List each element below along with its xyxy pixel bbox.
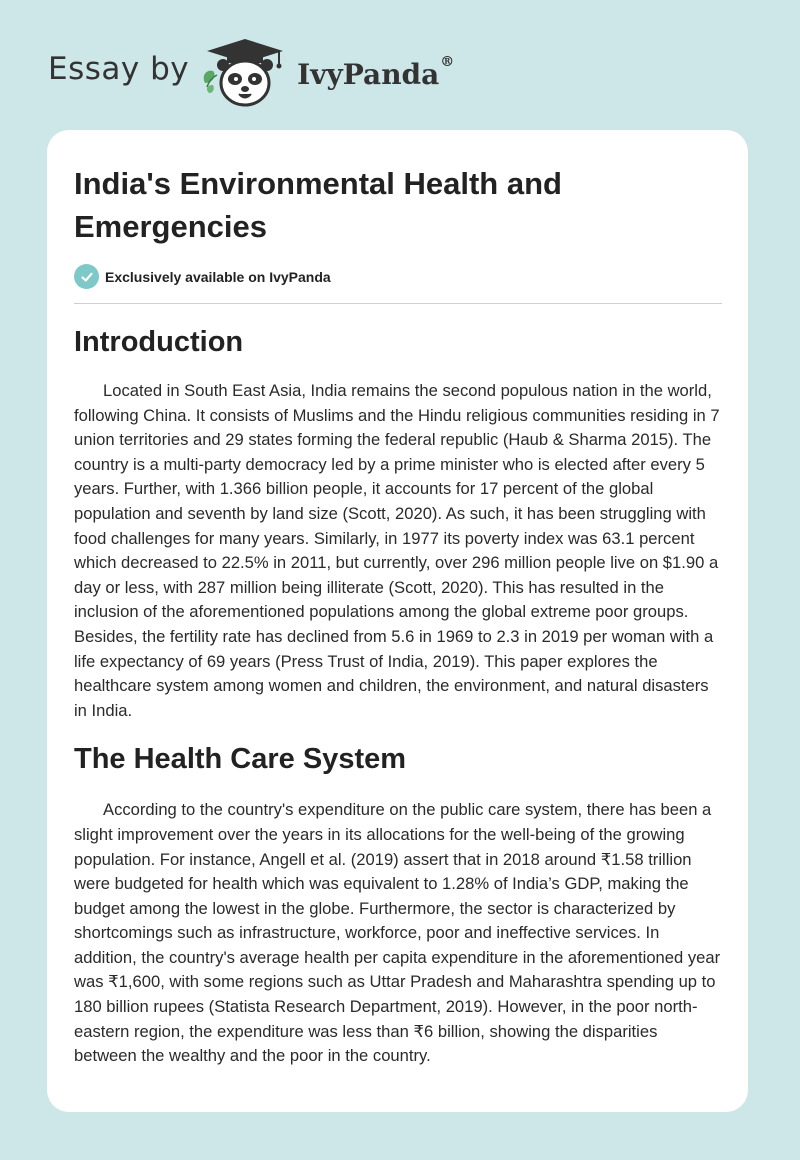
panda-graduate-logo-icon[interactable] bbox=[199, 35, 291, 107]
section-heading: Introduction bbox=[74, 326, 244, 358]
article-body bbox=[74, 316, 724, 1069]
article-card bbox=[47, 130, 748, 1112]
article-title: India's Environmental Health and Emergencies bbox=[74, 166, 562, 244]
divider bbox=[74, 303, 722, 304]
exclusive-badge-label: Exclusively available on IvyPanda bbox=[105, 268, 331, 285]
exclusive-badge bbox=[74, 264, 331, 289]
site-header bbox=[48, 36, 454, 106]
section-paragraph: Located in South East Asia, India remains the second populous nation in the world, following China. It consists of Muslims and the Hindu religious communities residing in 7 union territories and 29 states forming the federal republic (Haub & Sharma 2015). The country is a multi-party democracy led by a prime minister who is elected after every 5 years. Further, with 1.366 billion people, it accounts for 17 percent of the global population and seventh by land size (Scott, 2020). As such, it has been struggling with food challenges for many years. Similarly, in 1977 its poverty index was 63.1 percent which decreased to 22.5% in 2011, but currently, over 296 million people live on $1.90 a day or less, with 287 million being illiterate (Scott, 2020). This has resulted in the inclusion of the aforementioned populations among the global extreme poor groups. Besides, the fertility rate has declined from 5.6 in 1969 to 2.3 in 2019 per woman with a life expectancy of 69 years (Press Trust of India, 2019). This paper explores the healthcare system among women and children, the environment, and natural disasters in India. bbox=[74, 381, 720, 720]
registered-mark: ® bbox=[440, 53, 455, 70]
brand-name: IvyPanda® bbox=[297, 53, 455, 91]
checkmark-icon bbox=[74, 264, 99, 289]
section-introduction bbox=[74, 326, 724, 723]
section-health-care-system bbox=[74, 743, 724, 1069]
section-heading: The Health Care System bbox=[74, 743, 407, 776]
essay-by-label: Essay by bbox=[48, 51, 190, 87]
section-paragraph: According to the country's expenditure on the public care system, there has been a slight improvement over the years in its allocations for the well-being of the growing population. For instance, Angell et al. (2019) assert that in 2018 around ₹1.58 trillion were budgeted for health which was equivalent to 1.28% of India’s GDP, making the budget among the lowest in the globe. Furthermore, the sector is characterized by shortcomings such as infrastructure, workforce, poor and ineffective services. In addition, the country's average health per capita expenditure in the aforementioned year was ₹1,600, with some regions such as Uttar Pradesh and Maharashtra spending up to 180 billion rupees (Statista Research Department, 2019). However, in the poor north-eastern region, the expenditure was less than ₹6 billion, showing the disparities between the wealthy and the poor in the country. bbox=[74, 800, 721, 1066]
